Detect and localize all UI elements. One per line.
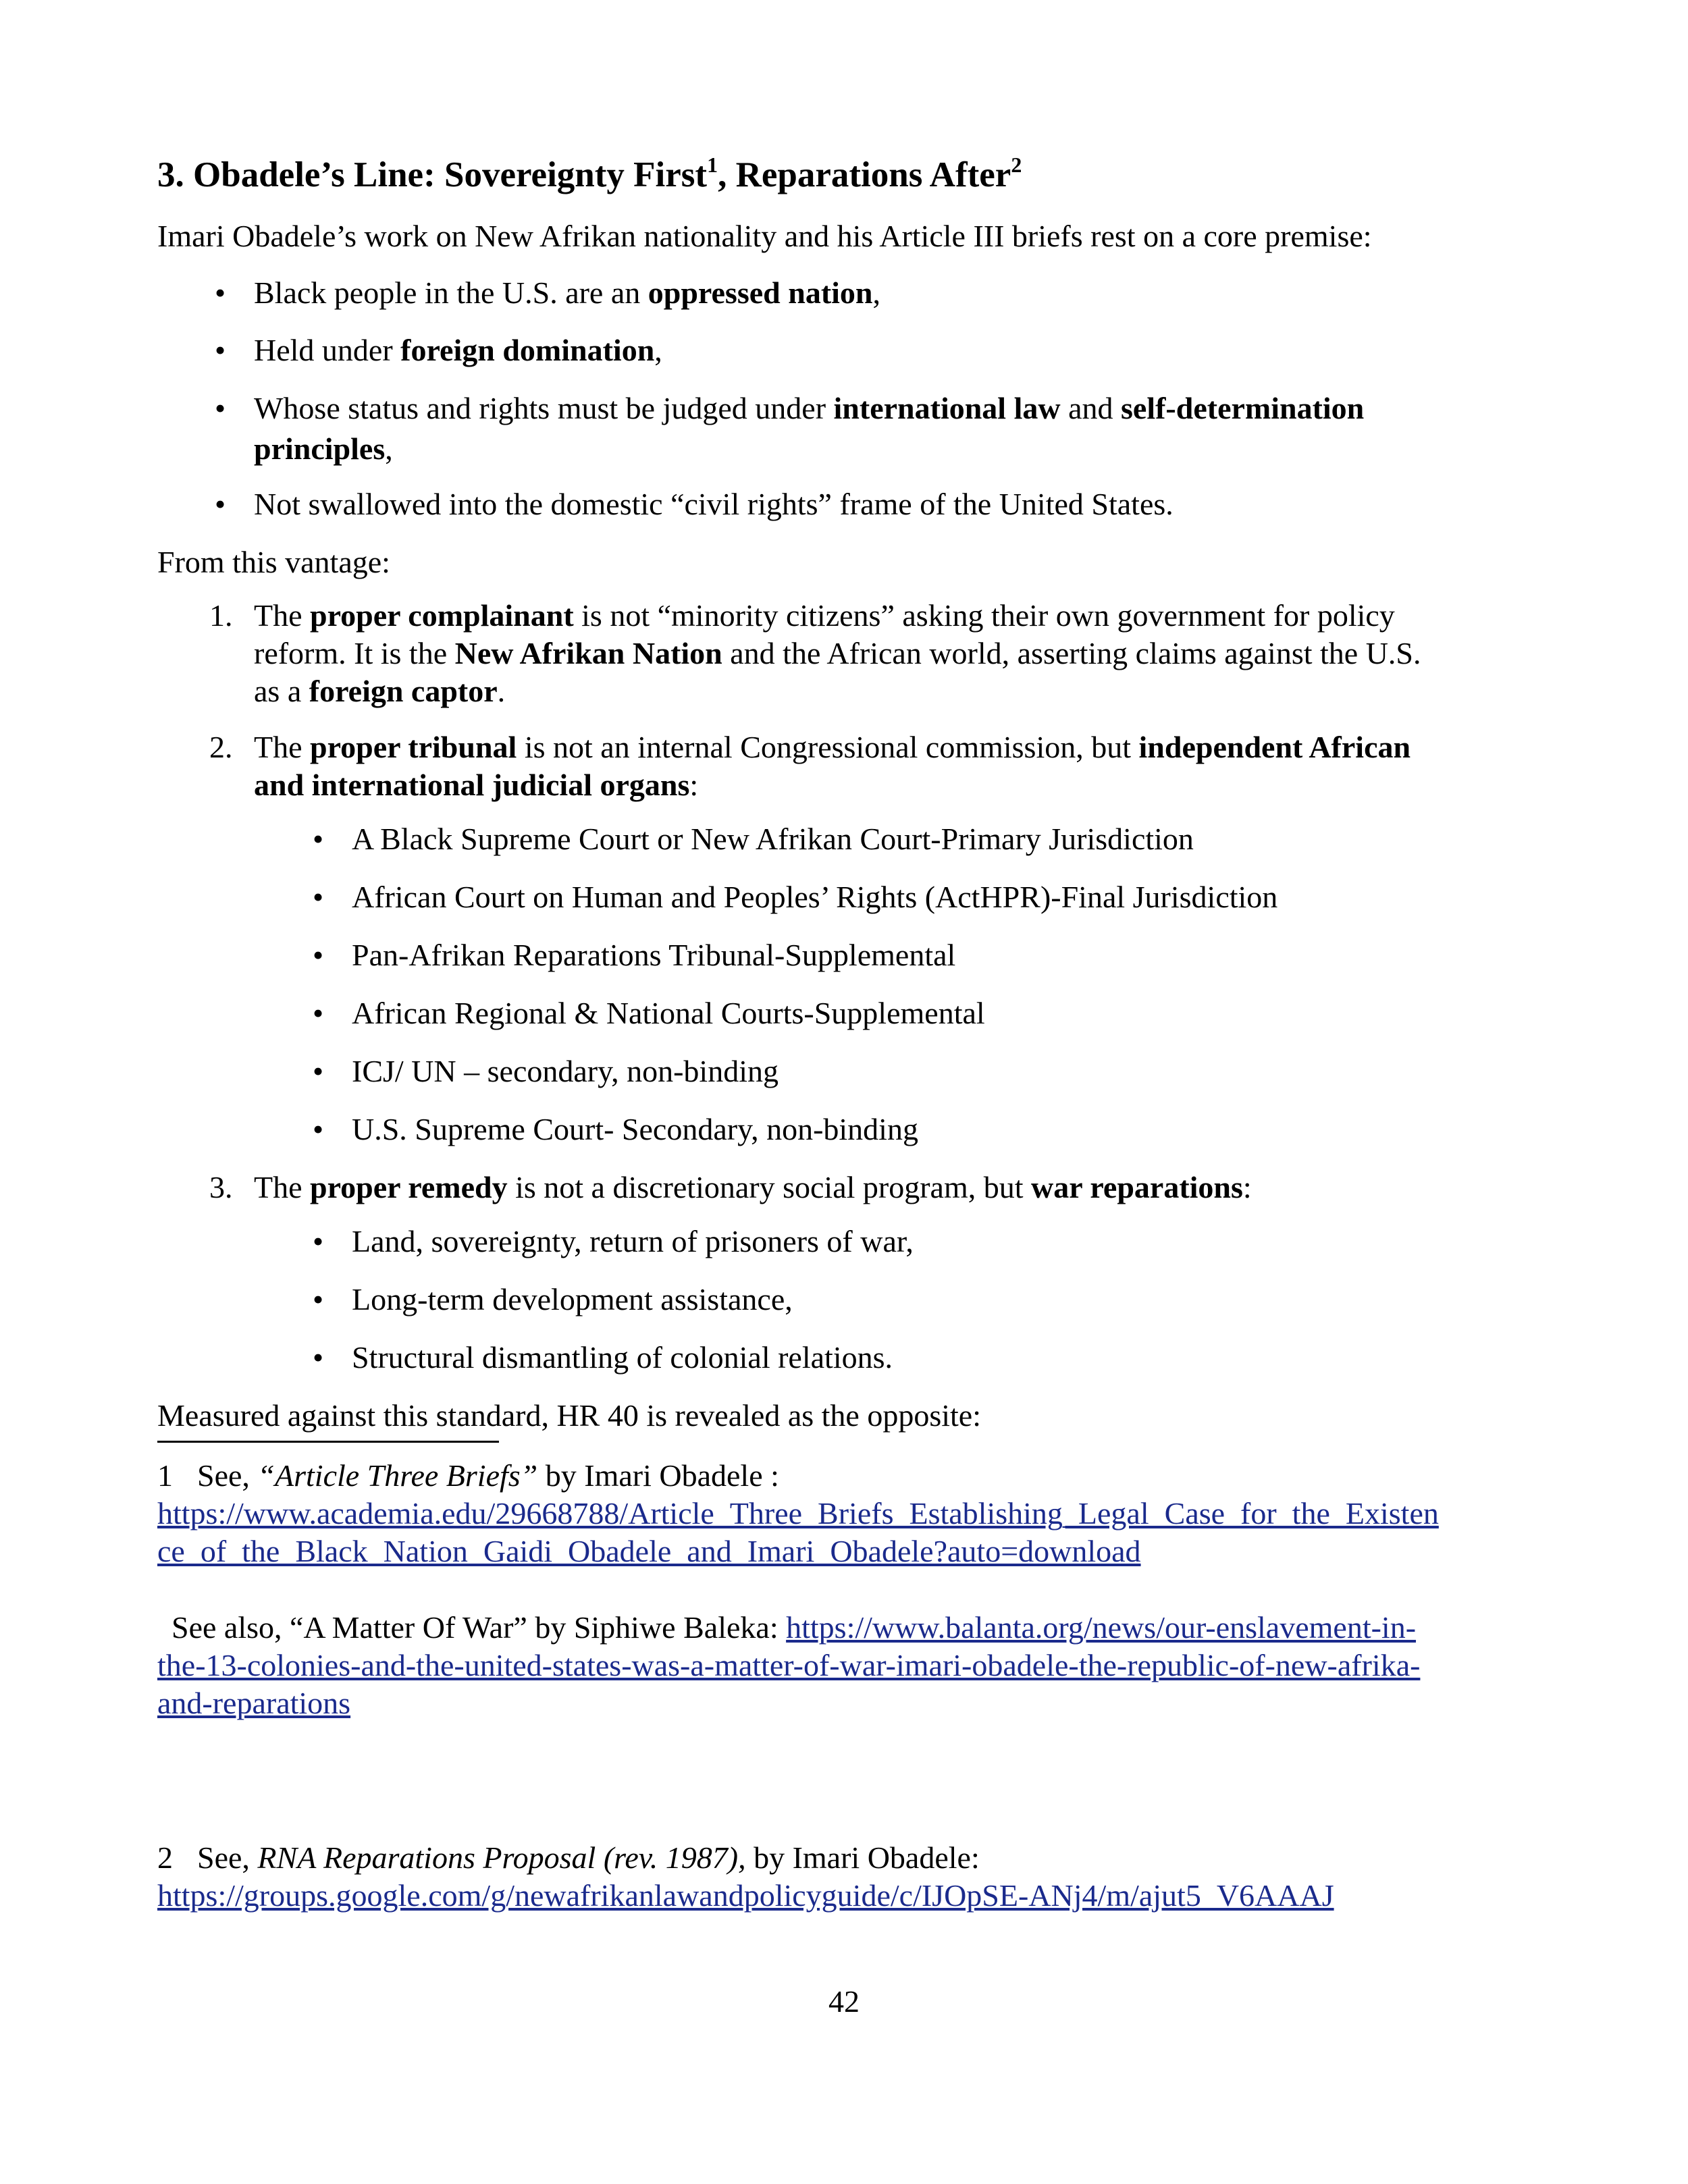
footnote-ref-2[interactable]: 2 [1011, 153, 1022, 178]
bullet-icon: • [215, 275, 226, 310]
google-groups-link[interactable]: https://groups.google.com/g/newafrikanlawandpolicyguide/c/IJOpSE-ANj4/m/ajut5_V6AAAJ [157, 1878, 1334, 1913]
bullet-icon: • [215, 391, 226, 425]
footnote-divider [157, 1441, 499, 1443]
bullet-icon: • [313, 1282, 324, 1316]
page-number: 42 [828, 1984, 860, 2019]
bullet-icon: • [215, 487, 226, 521]
intro-paragraph: Imari Obadele’s work on New Afrikan nationality and his Article III briefs rest on a core premise: [157, 219, 1372, 253]
bullet-icon: • [313, 880, 324, 914]
document-page: 3. Obadele’s Line: Sovereignty First$^1$, Reparations After$^2$ Imari Obadele’s work on New Afrikan nationality and his Article III briefs rest on a core premise: • Black people in the U.S. are an oppressed nation, • Held under foreign domination, • Whose status and rights must be judged under international law and self-determination principles, • Not swallowed into the domestic “civil rights” frame of the United States. From this vantage: 1. The proper complainant is not “minority citizens” asking their own government for policy reform. It is the New Afrikan Nation and the African world, asserting claims against the U.S. as a foreign captor. 2. The proper tribunal is not an internal Congressional commission, but independent African and international judicial organs: • A Black Supreme Court or New Afrikan Court-Primary Jurisdiction • African Court on Human and Peoples’ Rights (ActHPR)-Final Jurisdiction • Pan-Afrikan Reparations Tribunal-Supplemental • African Regional & National Courts-Supplemental • ICJ/ UN – secondary, non-binding • U.S. Supreme Court- Secondary, non-binding 3. The proper remedy is not a discretionary social program, but war reparations: • Land, sovereignty, return of prisoners of war, • Long-term development assistance, • Structural dismantling of colonial relations. Measured against this standard, HR 40 is revealed as the opposite: 1 See, “Article Three Briefs” by Imari Obadele : https://www.academia.edu/29668788/Article_Three_Briefs_Establishing_Legal_Case_for_the_Existen ce_of_the_Black_Nation_Gaidi_Obadele_and_Imari_Obadele?auto=download See also, “A Matter Of War” by Siphiwe Baleka: https://www.balanta.org/news/our-enslavement-in- the-13-colonies-and-the-united-states-was-a-matter-of-war-imari-obadele-the-republic-of-new-afrika- and-reparations 2 See, RNA Reparations Proposal (rev. 1987), by Imari Obadele: https://groups.google.com/g/newafrikanlawandpolicyguide/c/IJOpSE-ANj4/m/ajut5_V6AAAJ 42 [0, 0, 1688, 2184]
academia-link-cont[interactable]: ce_of_the_Black_Nation_Gaidi_Obadele_and_Imari_Obadele?auto=download [157, 1534, 1141, 1568]
bullet-icon: • [313, 1054, 324, 1088]
conclusion-paragraph: Measured against this standard, HR 40 is revealed as the opposite: [157, 1398, 981, 1433]
bullet-icon: • [313, 938, 324, 972]
bullet-icon: • [313, 822, 324, 856]
academia-link[interactable]: https://www.academia.edu/29668788/Article_Three_Briefs_Establishing_Legal_Case_for_the_Existen [157, 1496, 1439, 1530]
bullet-icon: • [313, 1112, 324, 1146]
section-heading: 3. Obadele’s Line: Sovereignty First$^1$, Reparations After$^2$ [157, 153, 1022, 194]
bullet-icon: • [313, 1340, 324, 1375]
balanta-link[interactable]: https://www.balanta.org/news/our-enslavement-in- [786, 1610, 1417, 1645]
footnote-number: 1 [157, 1458, 173, 1493]
footnote-ref-1[interactable]: 1 [707, 153, 718, 178]
bullet-icon: • [215, 333, 226, 367]
balanta-link-end[interactable]: and-reparations [157, 1686, 351, 1720]
vantage-paragraph: From this vantage: [157, 545, 390, 579]
bullet-icon: • [313, 996, 324, 1030]
footnote-number: 2 [157, 1840, 173, 1875]
bullet-icon: • [313, 1224, 324, 1258]
balanta-link-cont[interactable]: the-13-colonies-and-the-united-states-was-a-matter-of-war-imari-obadele-the-republic-of-new-afrika- [157, 1648, 1421, 1682]
